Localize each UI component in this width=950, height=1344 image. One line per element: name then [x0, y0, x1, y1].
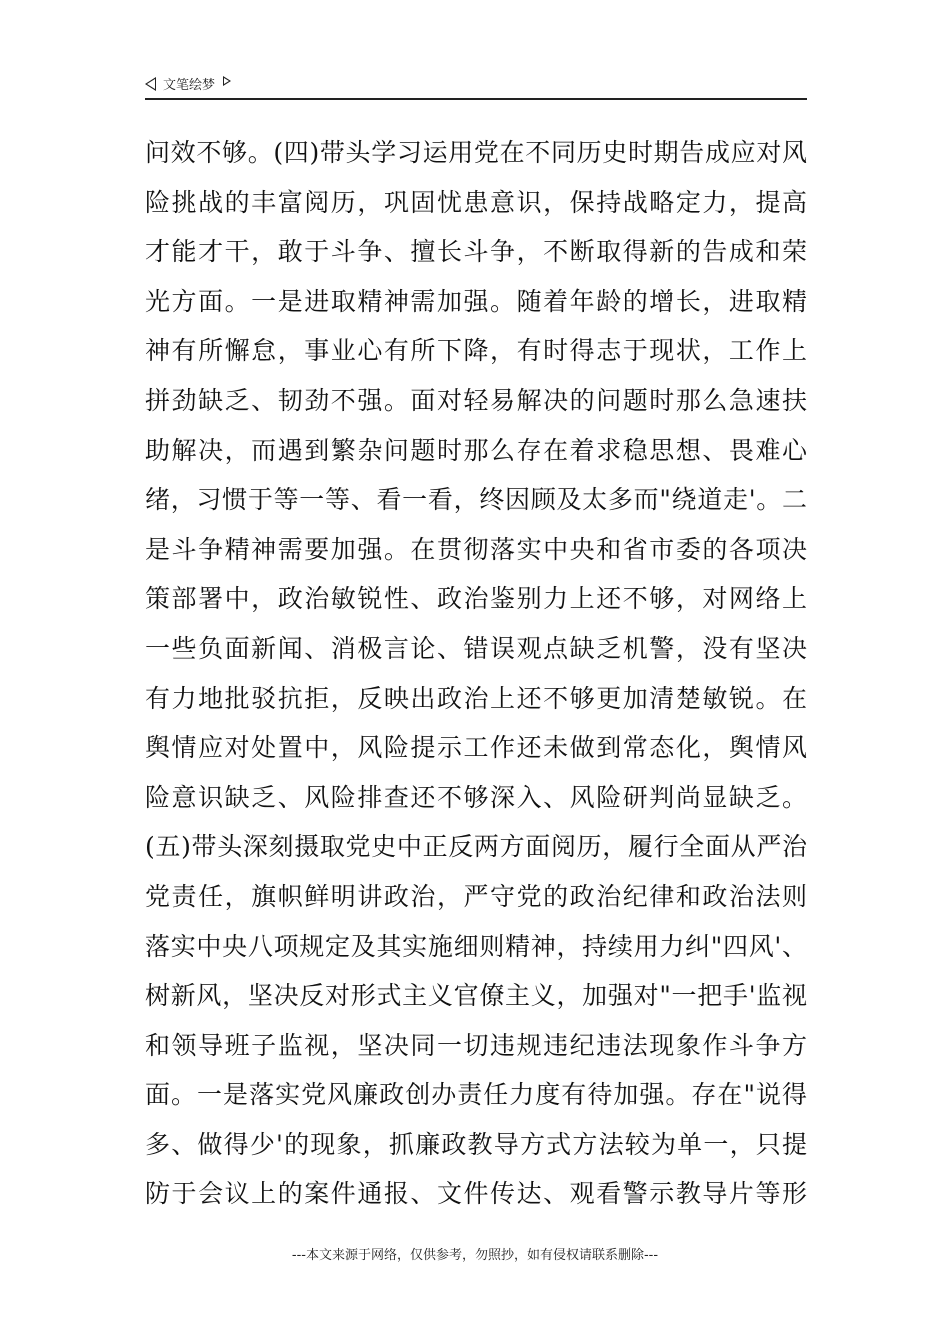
document-body — [145, 128, 807, 1219]
text-line: 险挑战的丰富阅历，巩固忧患意识，保持战略定力，提高 — [145, 187, 807, 217]
text-line: 舆情应对处置中，风险提示工作还未做到常态化，舆情风 — [145, 733, 807, 763]
text-line: 神有所懈怠，事业心有所下降，有时得志于现状，工作上 — [145, 336, 807, 366]
triangle-right-icon — [223, 76, 231, 86]
text-line: 落实中央八项规定及其实施细则精神，持续用力纠"四风'、 — [145, 931, 807, 961]
text-line: 和领导班子监视，坚决同一切违规违纪违法现象作斗争方 — [145, 1030, 807, 1060]
page-header — [145, 72, 807, 100]
text-line: 绪，习惯于等一等、看一看，终因顾及太多而"绕道走'。二 — [145, 485, 807, 515]
brand-label: 文笔绘梦 — [163, 78, 216, 93]
text-line: 党责任，旗帜鲜明讲政治，严守党的政治纪律和政治法则 — [145, 881, 807, 911]
text-line: 策部署中，政治敏锐性、政治鉴别力上还不够，对网络上 — [145, 584, 807, 614]
text-line: 问效不够。(四)带头学习运用党在不同历史时期告成应对风 — [145, 138, 807, 167]
text-line: 助解决，而遇到繁杂问题时那么存在着求稳思想、畏难心 — [145, 435, 807, 465]
text-line: 多、做得少'的现象，抓廉政教导方式方法较为单一，只提 — [145, 1129, 807, 1159]
text-line: 防于会议上的案件通报、文件传达、观看警示教导片等形 — [145, 1179, 807, 1209]
text-line: 面。一是落实党风廉政创办责任力度有待加强。存在"说得 — [145, 1080, 807, 1110]
text-line: 光方面。一是进取精神需加强。随着年龄的增长，进取精 — [145, 286, 807, 316]
text-line: 是斗争精神需要加强。在贯彻落实中央和省市委的各项决 — [145, 534, 807, 564]
footer-notice: ---本文来源于网络，仅供参考，勿照抄，如有侵权请联系删除--- — [291, 1248, 659, 1263]
text-line: 才能才干，敢于斗争、擅长斗争，不断取得新的告成和荣 — [145, 237, 807, 267]
text-line: (五)带头深刻摄取党史中正反两方面阅历，履行全面从严治 — [145, 832, 807, 862]
text-line: 树新风，坚决反对形式主义官僚主义，加强对"一把手'监视 — [145, 981, 807, 1011]
text-line: 拼劲缺乏、韧劲不强。面对轻易解决的问题时那么急速扶 — [145, 385, 807, 415]
text-line: 一些负面新闻、消极言论、错误观点缺乏机警，没有坚决 — [145, 633, 807, 663]
triangle-left-icon — [145, 77, 156, 91]
text-line: 险意识缺乏、风险排查还不够深入、风险研判尚显缺乏。 — [145, 782, 807, 812]
header-brand — [145, 74, 231, 93]
text-line: 有力地批驳抗拒，反映出政治上还不够更加清楚敏锐。在 — [145, 683, 807, 713]
